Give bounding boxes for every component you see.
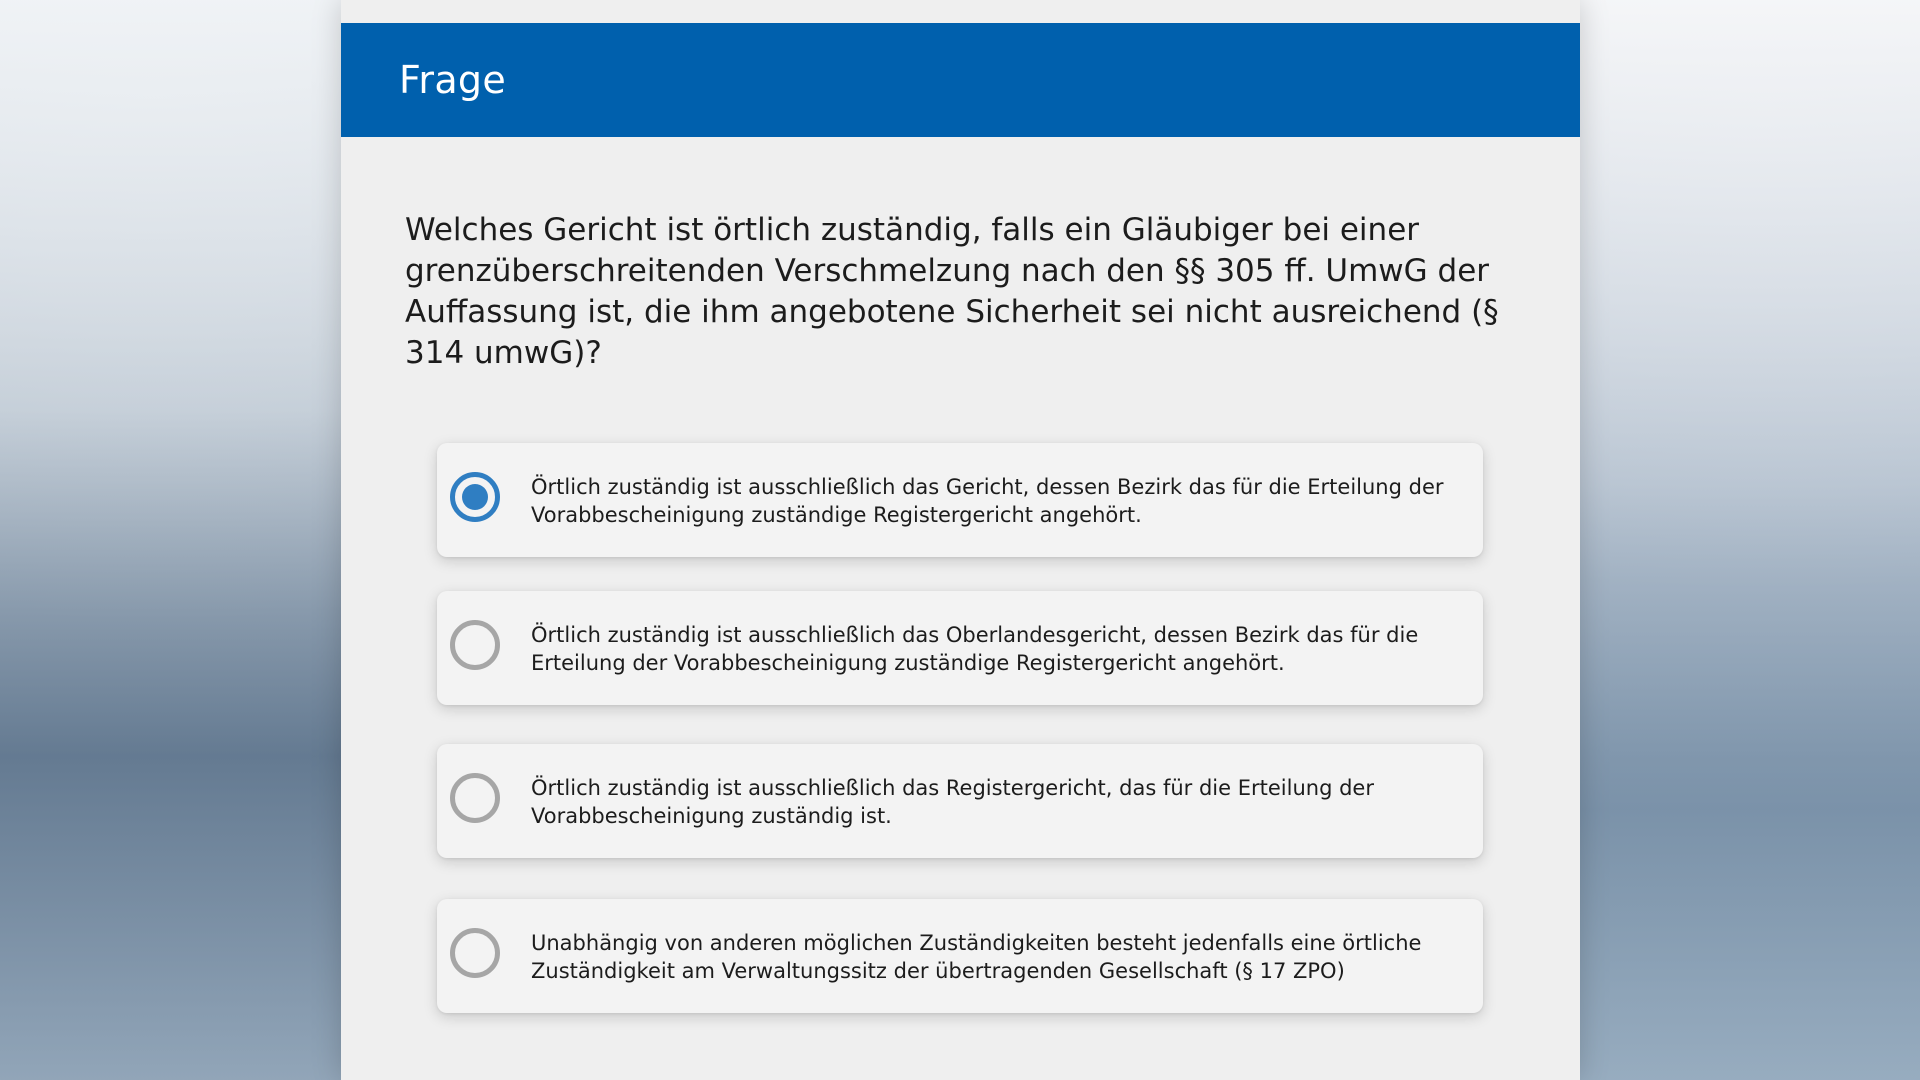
answer-option-label: Örtlich zuständig ist ausschließlich das Gericht, dessen Bezirk das für die Erteilung der Vorabbescheinigung zuständige Registergericht angehört. <box>531 475 1444 527</box>
radio-button[interactable] <box>450 928 500 978</box>
answer-option-4[interactable] <box>437 899 1483 1013</box>
radio-dot <box>462 484 488 510</box>
background-right <box>1580 0 1920 1080</box>
question-header <box>341 23 1580 137</box>
answer-option-label: Unabhängig von anderen möglichen Zuständigkeiten besteht jedenfalls eine örtliche Zuständigkeit am Verwaltungssitz der übertragenden Gesellschaft (§ 17 ZPO) <box>531 931 1422 983</box>
answer-option-1[interactable] <box>437 443 1483 557</box>
question-text: Welches Gericht ist örtlich zuständig, falls ein Gläubiger bei einer grenzüberschreitenden Verschmelzung nach den §§ 305 ff. UmwG der Auffassung ist, die ihm angebotene Sicherheit sei nicht ausreichend (§ 314 umwG)? <box>405 212 1499 371</box>
background-left <box>0 0 341 1080</box>
header-title: Frage <box>399 58 507 102</box>
answer-option-label: Örtlich zuständig ist ausschließlich das Oberlandesgericht, dessen Bezirk das für die Erteilung der Vorabbescheinigung zuständige Registergericht angehört. <box>531 623 1419 675</box>
radio-button[interactable] <box>450 773 500 823</box>
quiz-panel <box>341 0 1580 1080</box>
answer-option-3[interactable] <box>437 744 1483 858</box>
radio-button[interactable] <box>450 620 500 670</box>
panel-top-strip <box>341 0 1580 23</box>
answer-option-2[interactable] <box>437 591 1483 705</box>
radio-button-selected[interactable] <box>450 472 500 522</box>
answer-option-label: Örtlich zuständig ist ausschließlich das Registergericht, das für die Erteilung der Vorabbescheinigung zuständig ist. <box>531 776 1374 828</box>
